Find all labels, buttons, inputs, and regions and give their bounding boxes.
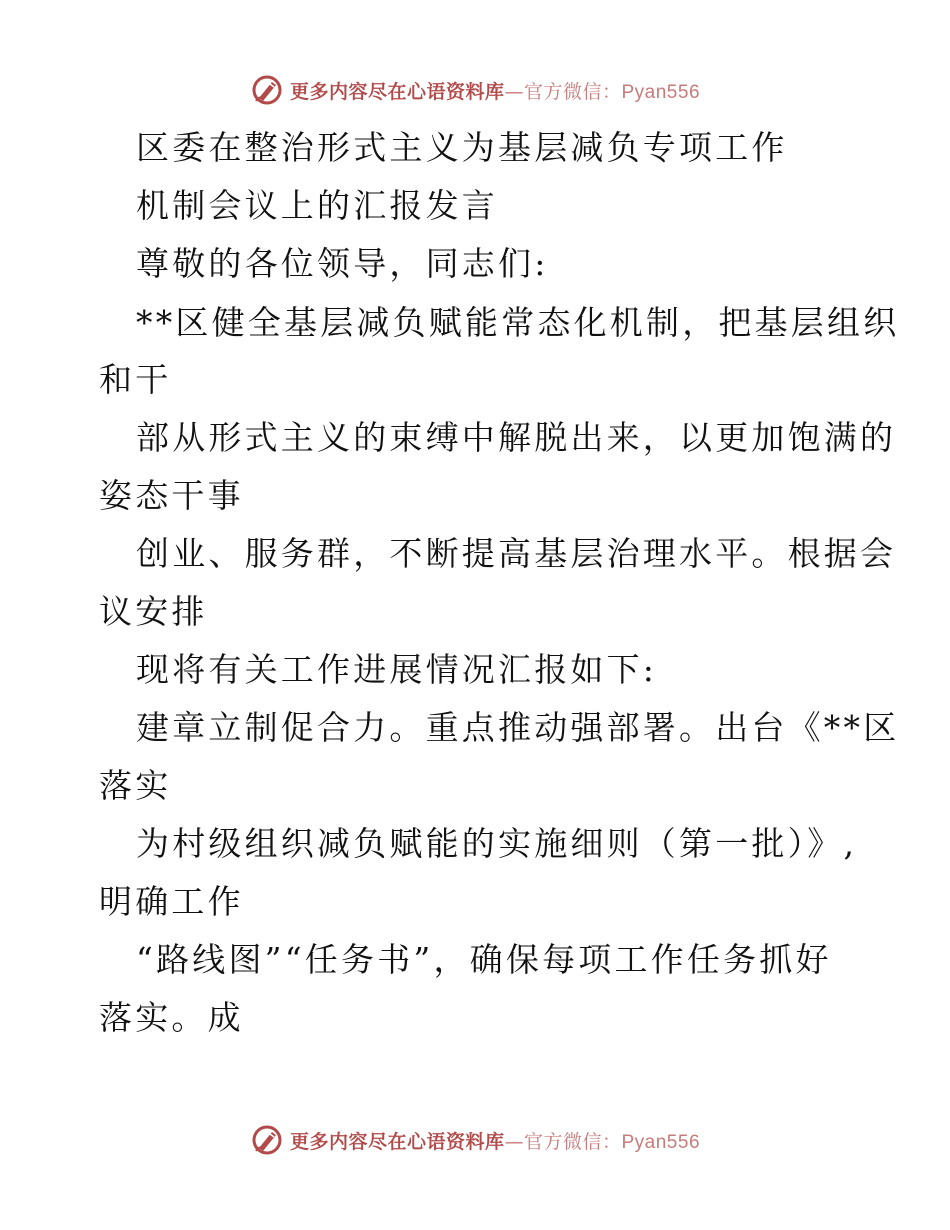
paragraph-line: 创业、服务群，不断提高基层治理水平。根据会 xyxy=(136,534,897,573)
salutation: 尊敬的各位领导，同志们: xyxy=(136,244,549,283)
paragraph-line: 落实。成 xyxy=(99,998,244,1037)
paragraph-line: 现将有关工作进展情况汇报如下: xyxy=(136,650,658,689)
watermark-text xyxy=(290,77,700,104)
watermark-separator: —官方微信： xyxy=(504,80,622,103)
pen-seal-icon xyxy=(250,1123,284,1157)
paragraph-line: 姿态干事 xyxy=(99,476,244,515)
watermark-id: Pyan556 xyxy=(621,81,701,103)
paragraph-line: 为村级组织减负赋能的实施细则（第一批）》, xyxy=(136,824,858,863)
footer-watermark xyxy=(0,1120,950,1160)
paragraph-line: 明确工作 xyxy=(99,882,244,921)
title-line-1: 区委在整治形式主义为基层减负专项工作 xyxy=(136,128,788,167)
watermark-main: 更多内容尽在心语资料库 xyxy=(289,80,505,103)
paragraph-line: 和干 xyxy=(99,360,172,399)
title-line-2: 机制会议上的汇报发言 xyxy=(136,186,498,225)
pen-seal-icon xyxy=(250,73,284,107)
watermark-text xyxy=(290,1127,700,1154)
watermark-separator: —官方微信： xyxy=(504,1130,622,1153)
header-watermark xyxy=(0,70,950,110)
watermark-main: 更多内容尽在心语资料库 xyxy=(289,1130,505,1153)
paragraph-line: **区健全基层减负赋能常态化机制，把基层组织 xyxy=(136,303,900,342)
paragraph-line: 部从形式主义的束缚中解脱出来，以更加饱满的 xyxy=(136,418,897,457)
paragraph-line: 议安排 xyxy=(99,592,208,631)
watermark-id: Pyan556 xyxy=(621,1131,701,1153)
paragraph-line: 落实 xyxy=(99,766,172,805)
paragraph-line: 建章立制促合力。重点推动强部署。出台《**区 xyxy=(136,708,900,747)
paragraph-line: “路线图”“任务书”，确保每项工作任务抓好 xyxy=(136,940,832,979)
